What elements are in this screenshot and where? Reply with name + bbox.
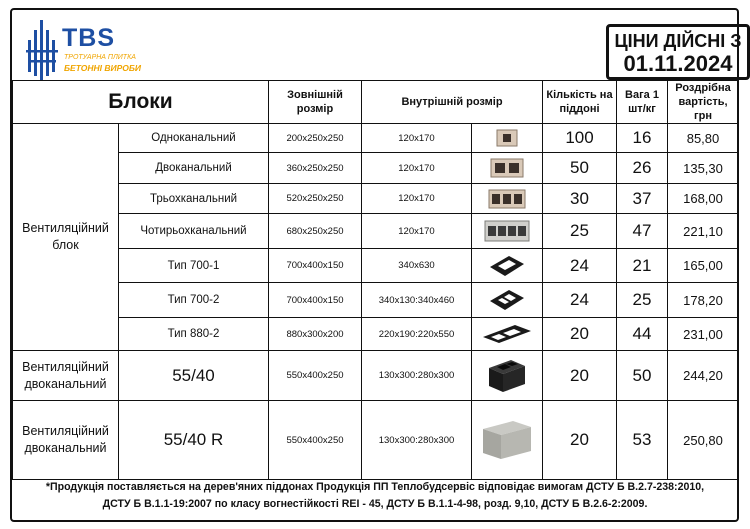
product-name: Чотирьохканальний: [119, 214, 269, 249]
product-image: [472, 184, 543, 214]
inner-size: 120x170: [362, 153, 472, 184]
qty-value: 24: [543, 249, 617, 283]
table-row: [13, 124, 739, 153]
product-image: [472, 351, 543, 401]
header-qty-per-pallet: Кількість на піддоні: [543, 81, 617, 124]
footer-line-2: ДСТУ Б В.1.1-19:2007 по класу вогнестійкості REI - 45, ДСТУ Б В.1.1-4-98, розд. 9,10, ДСТУ Б В.2.6-2:2009.: [102, 498, 648, 510]
table-row: [13, 153, 739, 184]
price-value: 165,00: [668, 249, 739, 283]
frame-block-700-1-icon: [487, 253, 527, 279]
qty-value: 50: [543, 153, 617, 184]
price-value: 178,20: [668, 283, 739, 318]
outer-size: 550x400x250: [269, 351, 362, 401]
price-value: 221,10: [668, 214, 739, 249]
group-label-two-channel: Вентиляційний двоканальний: [13, 351, 119, 401]
product-name: Одноканальний: [119, 124, 269, 153]
price-value: 250,80: [668, 401, 739, 480]
product-name: Тип 880-2: [119, 318, 269, 351]
header-retail-price: Роздрібна вартість, грн: [668, 81, 739, 124]
group-label-two-channel: Вентиляційний двоканальний: [13, 401, 119, 480]
inner-size: 340x630: [362, 249, 472, 283]
two-channel-block-icon: [490, 158, 524, 178]
qty-value: 100: [543, 124, 617, 153]
price-value: 168,00: [668, 184, 739, 214]
weight-value: 37: [617, 184, 668, 214]
weight-value: 25: [617, 283, 668, 318]
product-image: [472, 153, 543, 184]
inner-size: 220x190:220x550: [362, 318, 472, 351]
outer-size: 880x300x200: [269, 318, 362, 351]
product-name: Двоканальний: [119, 153, 269, 184]
group-label-vent-block: Вентиляційний блок: [13, 124, 119, 351]
outer-size: 680x250x250: [269, 214, 362, 249]
price-validity-date: 01.11.2024: [623, 51, 733, 76]
weight-value: 21: [617, 249, 668, 283]
outer-size: 200x250x250: [269, 124, 362, 153]
three-channel-block-icon: [488, 189, 526, 209]
price-value: 231,00: [668, 318, 739, 351]
price-validity-box: [606, 24, 750, 80]
one-channel-block-icon: [496, 129, 518, 147]
product-name: Трьохканальний: [119, 184, 269, 214]
weight-value: 53: [617, 401, 668, 480]
header: [12, 10, 742, 80]
price-value: 85,80: [668, 124, 739, 153]
footer-note: [12, 474, 738, 520]
logo-mark-icon: [26, 20, 60, 80]
qty-value: 25: [543, 214, 617, 249]
four-channel-block-icon: [484, 220, 530, 242]
qty-value: 20: [543, 351, 617, 401]
inner-size: 340x130:340x460: [362, 283, 472, 318]
price-value: 135,30: [668, 153, 739, 184]
qty-value: 20: [543, 401, 617, 480]
weight-value: 26: [617, 153, 668, 184]
inner-size: 120x170: [362, 214, 472, 249]
table-row: [13, 283, 739, 318]
table-header-row: [13, 81, 739, 124]
outer-size: 550x400x250: [269, 401, 362, 480]
outer-size: 700x400x150: [269, 283, 362, 318]
table-title: Блоки: [13, 81, 269, 124]
frame-block-880-2-icon: [481, 322, 533, 346]
table-row: [13, 184, 739, 214]
product-name: Тип 700-2: [119, 283, 269, 318]
company-logo: [26, 20, 146, 86]
qty-value: 20: [543, 318, 617, 351]
product-image: [472, 283, 543, 318]
inner-size: 120x170: [362, 184, 472, 214]
outer-size: 360x250x250: [269, 153, 362, 184]
price-value: 244,20: [668, 351, 739, 401]
table-row: [13, 318, 739, 351]
header-outer-size: Зовнішній розмір: [269, 81, 362, 124]
product-image: [472, 401, 543, 480]
table-row: [13, 249, 739, 283]
block-55-40-icon: [485, 356, 529, 396]
header-weight: Вага 1 шт/кг: [617, 81, 668, 124]
logo-brand: TBS: [62, 24, 115, 52]
inner-size: 120x170: [362, 124, 472, 153]
price-table: [12, 80, 739, 480]
qty-value: 30: [543, 184, 617, 214]
footer-line-1: *Продукція поставляється на дерев'яних піддонах Продукція ПП Теплобудсервіс відповідає вимогам ДСТУ Б В.2.7-238:2010,: [45, 481, 705, 493]
logo-tagline-1: ТРОТУАРНА ПЛИТКА: [64, 54, 136, 61]
table-row: [13, 351, 739, 401]
price-validity-label: ЦІНИ ДІЙСНІ З: [614, 31, 742, 51]
table-row: [13, 214, 739, 249]
frame-block-700-2-icon: [487, 287, 527, 313]
table-row: [13, 401, 739, 480]
inner-size: 130x300:280x300: [362, 351, 472, 401]
product-image: [472, 249, 543, 283]
header-inner-size: Внутрішній розмір: [362, 81, 543, 124]
weight-value: 44: [617, 318, 668, 351]
product-image: [472, 124, 543, 153]
outer-size: 700x400x150: [269, 249, 362, 283]
product-name: 55/40 R: [119, 401, 269, 480]
block-55-40-r-icon: [479, 417, 535, 463]
inner-size: 130x300:280x300: [362, 401, 472, 480]
weight-value: 47: [617, 214, 668, 249]
outer-size: 520x250x250: [269, 184, 362, 214]
qty-value: 24: [543, 283, 617, 318]
product-image: [472, 214, 543, 249]
weight-value: 50: [617, 351, 668, 401]
logo-tagline-2: БЕТОННІ ВИРОБИ: [64, 63, 142, 73]
product-name: Тип 700-1: [119, 249, 269, 283]
product-image: [472, 318, 543, 351]
product-name: 55/40: [119, 351, 269, 401]
weight-value: 16: [617, 124, 668, 153]
